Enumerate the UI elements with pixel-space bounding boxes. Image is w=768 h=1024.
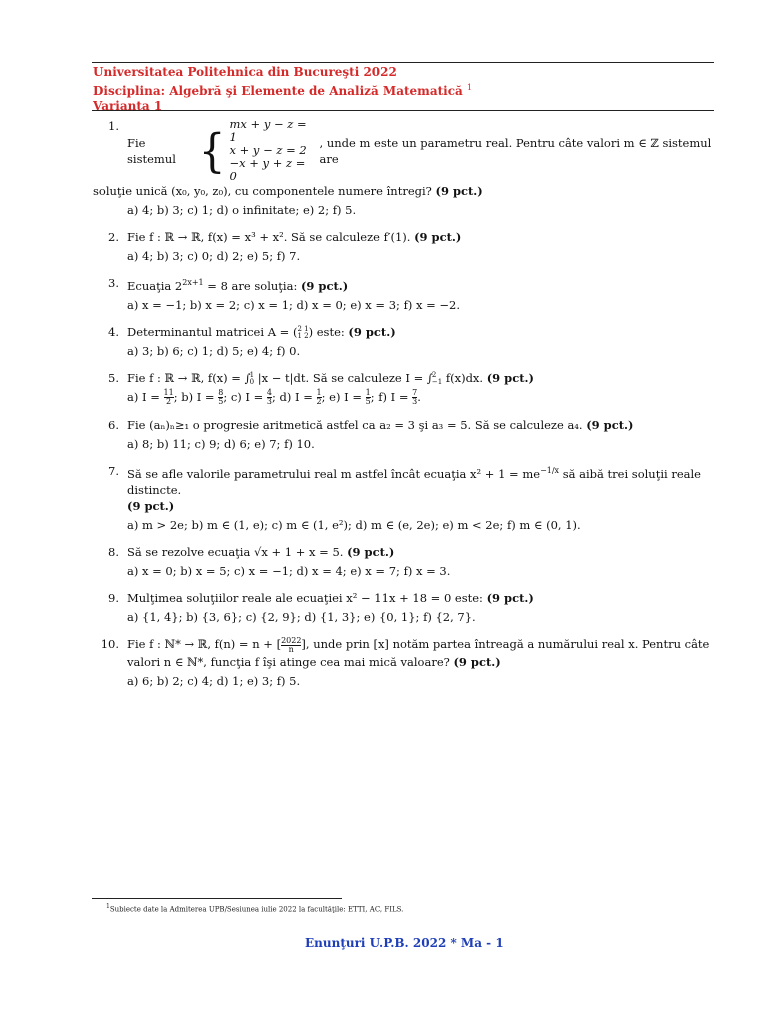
answer-options: a) m > 2e; b) m ∈ (1, e); c) m ∈ (1, e²); d) m ∈ (e, 2e); e) m < 2e; f) m ∈ (0, 1).	[127, 518, 581, 533]
points-label: (9 pct.)	[414, 230, 462, 244]
equation-2: x + y − z = 2	[229, 143, 307, 157]
answer-options: a) I = $\frac{11}{2}$ ; b) I = $\frac{8}{5}$ ; c) I = $\frac{4}{3}$ ; d) I = $\frac{1}{2}$ ; e) I = $\frac{1}{5}$ ; f) I = $\frac{7}{3}$ .	[127, 388, 421, 407]
header-bottom-rule	[92, 110, 714, 111]
question-number: 9.	[108, 591, 119, 606]
question-6	[93, 417, 715, 452]
fraction: $\frac{1}{2}$	[316, 388, 322, 407]
points-label: (9 pct.)	[347, 545, 395, 560]
question-text: Fie f : ℝ → ℝ, f(x) = x³ + x². Să se calculeze f′(1).	[127, 230, 411, 244]
answer-options: a) x = −1; b) x = 2; c) x = 1; d) x = 0; e) x = 3; f) x = −2.	[127, 297, 461, 312]
university-line: Universitatea Politehnica din Bucureşti 2022	[93, 65, 397, 79]
page-footer: Enunţuri U.P.B. 2022 * Ma - 1	[305, 936, 504, 950]
question-number: 7.	[108, 464, 119, 479]
equation-system: Fie sistemul { mx + y − z = 1 x + y − z = 2 −x + y + z = 0 , unde m este un parametru real. Pentru câte valori m ∈ ℤ sistemul are	[127, 117, 712, 183]
question-number: 6.	[108, 418, 119, 433]
question-2	[93, 229, 715, 264]
question-4	[93, 324, 715, 359]
question-5	[93, 370, 715, 407]
question-text: Mulţimea soluţiilor reale ale ecuaţiei x² − 11x + 18 = 0 este:	[127, 591, 483, 606]
question-text: Să se afle valorile parametrului real m astfel încât ecuaţia $x^2 + 1 = me^{-1/x}$ să aibă trei soluţii reale distincte. (9 pct.)	[127, 466, 701, 514]
question-number: 3.	[108, 276, 119, 290]
fraction: $\frac{4}{3}$	[266, 388, 273, 407]
fraction: $\frac{11}{2}$	[163, 388, 174, 407]
fraction: $\frac{1}{5}$	[365, 388, 371, 407]
answer-options: a) 6; b) 2; c) 4; d) 1; e) 3; f) 5.	[127, 673, 301, 688]
question-text: Fie (aₙ)ₙ≥₁ o progresie aritmetică astfel ca a₂ = 3 şi a₃ = 5. Să se calculeze a₄.	[127, 418, 583, 433]
answer-options: a) x = 0; b) x = 5; c) x = −1; d) x = 4; e) x = 7; f) x = 3.	[127, 564, 451, 579]
question-number: 2.	[108, 230, 119, 244]
question-3	[93, 275, 715, 313]
matrix: 2 1 1 2	[297, 324, 309, 340]
footnote-marker: 1	[466, 83, 473, 92]
question-text: Determinantul matricei A = ( 2 1 1 2 ) este: (9 pct.)	[127, 324, 396, 340]
integral-limits: 1 0	[249, 370, 255, 386]
question-text: Fie f : ℝ → ℝ, f(x) = ∫ 1 0 |x − t|dt. Să se calculeze I = ∫ 2 −1 f(x)dx. (9 pct.)	[127, 370, 534, 386]
discipline-line: Disciplina: Algebră şi Elemente de Analiză Matematică $^1$	[93, 83, 473, 98]
footnote-rule	[92, 898, 342, 899]
question-10	[93, 636, 715, 689]
integral-limits: 2 −1	[431, 370, 443, 386]
points-label: (9 pct.)	[453, 654, 501, 669]
header-top-rule	[92, 62, 714, 63]
answer-options: a) 8; b) 11; c) 9; d) 6; e) 7; f) 10.	[127, 437, 315, 452]
left-brace: {	[198, 123, 226, 177]
question-1	[93, 118, 715, 218]
answer-options: a) 3; b) 6; c) 1; d) 5; e) 4; f) 0.	[127, 343, 301, 358]
question-text: Fie f : ℕ* → ℝ, f(n) = n + [ $\frac{2022}{n}$ ], unde prin [x] notăm partea întreagă a numărului real x. Pentru câte valori n ∈ ℕ*, funcţia f îşi atinge cea mai mică valoare? (9 pct.)	[127, 635, 710, 669]
question-number: 10.	[100, 637, 119, 652]
question-number: 5.	[108, 370, 119, 385]
points-label: (9 pct.)	[348, 324, 396, 339]
equation-3: −x + y + z = 0	[229, 156, 306, 183]
points-label: (9 pct.)	[486, 591, 534, 606]
question-8	[93, 544, 715, 579]
question-list	[93, 118, 715, 700]
fraction: $\frac{7}{3}$	[412, 388, 418, 407]
equation-1: mx + y − z = 1	[229, 117, 307, 144]
points-label: (9 pct.)	[486, 370, 534, 385]
question-text: Fie sistemul { mx + y − z = 1 x + y − z = 2 −x + y + z = 0 , unde m este un parametru real. Pentru câte valori m ∈ ℤ sistemul are soluţie unică (x₀, y₀, z₀), cu componentele numere întregi? (9 pct.)	[127, 118, 715, 199]
points-label: (9 pct.)	[127, 499, 175, 514]
question-text: Ecuaţia $2^{2x+1} = 8$ are soluţia: (9 pct.)	[127, 278, 349, 293]
question-text: Să se rezolve ecuaţia √x + 1 + x = 5.	[127, 545, 344, 560]
answer-options: a) 4; b) 3; c) 1; d) o infinitate; e) 2; f) 5.	[127, 203, 357, 217]
answer-options: a) 4; b) 3; c) 0; d) 2; e) 5; f) 7.	[127, 249, 301, 263]
fraction: $\frac{8}{5}$	[218, 388, 224, 407]
points-label: (9 pct.)	[586, 418, 634, 433]
fraction: $\frac{2022}{n}$	[281, 635, 302, 654]
points-label: (9 pct.)	[300, 278, 349, 293]
question-number: 4.	[108, 324, 119, 339]
variant-line: Varianta 1	[93, 99, 163, 113]
answer-options: a) {1, 4}; b) {3, 6}; c) {2, 9}; d) {1, 3}; e) {0, 1}; f) {2, 7}.	[127, 610, 476, 625]
question-9	[93, 590, 715, 625]
question-7	[93, 463, 715, 533]
footnote: $^1$Subiecte date la Admiterea UPB/Sesiunea iulie 2022 la facultăţile: ETTI, AC, FILS.	[106, 903, 404, 914]
points-label: (9 pct.)	[435, 184, 483, 198]
question-number: 8.	[108, 545, 119, 560]
question-number: 1.	[108, 119, 119, 133]
document-header	[93, 65, 713, 114]
